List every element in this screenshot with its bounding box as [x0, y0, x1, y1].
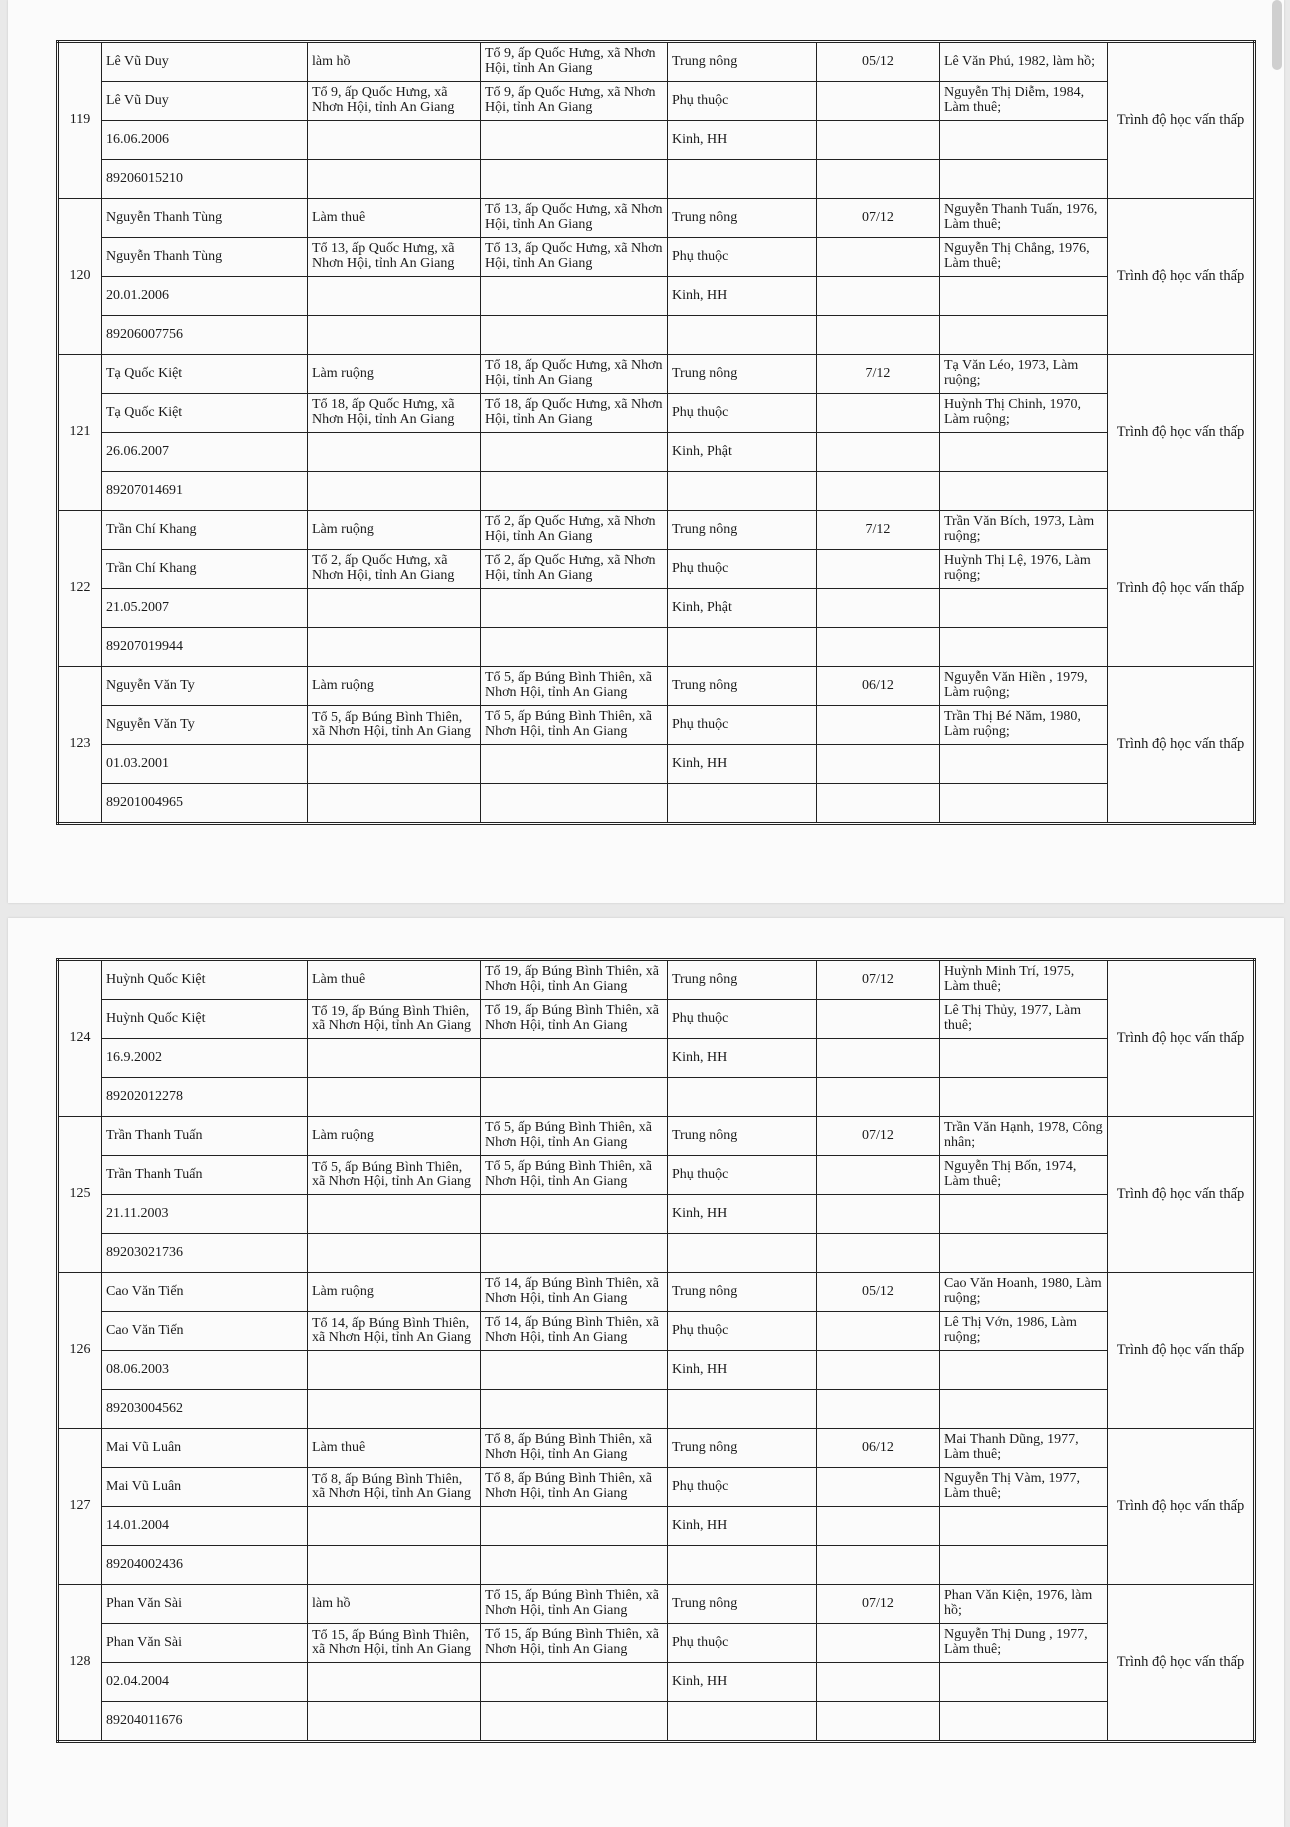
document-page-1 [8, 0, 1284, 903]
record-number: 123 [58, 667, 102, 824]
remark: Trình độ học vấn thấp [1108, 42, 1255, 199]
father-info: Nguyễn Thanh Tuấn, 1976, Làm thuê; [940, 199, 1108, 238]
scrollbar-thumb[interactable] [1272, 0, 1282, 70]
full-name: Mai Vũ Luân [102, 1429, 308, 1468]
table-row [58, 1156, 1255, 1195]
date-of-birth: 21.05.2007 [102, 589, 308, 628]
residence: Tổ 8, ấp Búng Bình Thiên, xã Nhơn Hội, tỉnh An Giang [308, 1468, 481, 1507]
full-name: Nguyễn Văn Ty [102, 667, 308, 706]
table-row [58, 1429, 1255, 1468]
table-row [58, 1468, 1255, 1507]
date-of-birth: 14.01.2004 [102, 1507, 308, 1546]
full-name: Tạ Quốc Kiệt [102, 355, 308, 394]
table-row [58, 1039, 1255, 1078]
current-residence: Tổ 2, ấp Quốc Hưng, xã Nhơn Hội, tỉnh An Giang [481, 550, 668, 589]
table-row [58, 1351, 1255, 1390]
family-status: Phụ thuộc [668, 1156, 817, 1195]
table-row [58, 1234, 1255, 1273]
remark: Trình độ học vấn thấp [1108, 1273, 1255, 1429]
family-status: Phụ thuộc [668, 1468, 817, 1507]
father-info: Lê Văn Phú, 1982, làm hồ; [940, 42, 1108, 82]
ethnicity-religion: Kinh, Phật [668, 433, 817, 472]
full-name: Trần Thanh Tuấn [102, 1117, 308, 1156]
ethnicity-religion: Kinh, HH [668, 1195, 817, 1234]
table-row [58, 121, 1255, 160]
hometown: Tổ 5, ấp Búng Bình Thiên, xã Nhơn Hội, tỉnh An Giang [481, 1117, 668, 1156]
ethnicity-religion: Kinh, HH [668, 277, 817, 316]
record-number: 119 [58, 42, 102, 199]
mother-info: Nguyễn Thị Bốn, 1974, Làm thuê; [940, 1156, 1108, 1195]
social-class: Trung nông [668, 1273, 817, 1312]
occupation: Làm thuê [308, 1429, 481, 1468]
mother-info: Lê Thị Vớn, 1986, Làm ruộng; [940, 1312, 1108, 1351]
record-number: 124 [58, 960, 102, 1117]
hometown: Tổ 8, ấp Búng Bình Thiên, xã Nhơn Hội, tỉnh An Giang [481, 1429, 668, 1468]
table-row [58, 1507, 1255, 1546]
occupation: Làm ruộng [308, 1273, 481, 1312]
current-residence: Tổ 15, ấp Búng Bình Thiên, xã Nhơn Hội, tỉnh An Giang [481, 1624, 668, 1663]
birth-name: Phan Văn Sài [102, 1624, 308, 1663]
record-number: 126 [58, 1273, 102, 1429]
birth-name: Trần Chí Khang [102, 550, 308, 589]
hometown: Tổ 19, ấp Búng Bình Thiên, xã Nhơn Hội, tỉnh An Giang [481, 960, 668, 1000]
current-residence: Tổ 19, ấp Búng Bình Thiên, xã Nhơn Hội, tỉnh An Giang [481, 1000, 668, 1039]
ethnicity-religion: Kinh, HH [668, 745, 817, 784]
table-row [58, 1117, 1255, 1156]
table-row [58, 706, 1255, 745]
education-level: 07/12 [817, 1585, 940, 1624]
full-name: Trần Chí Khang [102, 511, 308, 550]
mother-info: Trần Thị Bé Năm, 1980, Làm ruộng; [940, 706, 1108, 745]
education-level: 07/12 [817, 199, 940, 238]
record-number: 122 [58, 511, 102, 667]
hometown: Tổ 9, ấp Quốc Hưng, xã Nhơn Hội, tỉnh An Giang [481, 42, 668, 82]
record-number: 120 [58, 199, 102, 355]
date-of-birth: 08.06.2003 [102, 1351, 308, 1390]
mother-info: Huỳnh Thị Lệ, 1976, Làm ruộng; [940, 550, 1108, 589]
full-name: Phan Văn Sài [102, 1585, 308, 1624]
table-row [58, 745, 1255, 784]
document-page-2 [8, 918, 1284, 1827]
father-info: Trần Văn Hạnh, 1978, Công nhân; [940, 1117, 1108, 1156]
birth-name: Cao Văn Tiến [102, 1312, 308, 1351]
education-level: 05/12 [817, 42, 940, 82]
residence: Tổ 5, ấp Búng Bình Thiên, xã Nhơn Hội, tỉnh An Giang [308, 706, 481, 745]
table-row [58, 550, 1255, 589]
table-row [58, 472, 1255, 511]
table-row [58, 784, 1255, 824]
birth-name: Nguyễn Thanh Tùng [102, 238, 308, 277]
education-level: 7/12 [817, 511, 940, 550]
social-class: Trung nông [668, 42, 817, 82]
roster-table [56, 40, 1256, 825]
table-row [58, 1273, 1255, 1312]
birth-name: Huỳnh Quốc Kiệt [102, 1000, 308, 1039]
remark: Trình độ học vấn thấp [1108, 667, 1255, 824]
remark: Trình độ học vấn thấp [1108, 511, 1255, 667]
father-info: Phan Văn Kiện, 1976, làm hồ; [940, 1585, 1108, 1624]
citizen-id: 89202012278 [102, 1078, 308, 1117]
social-class: Trung nông [668, 1585, 817, 1624]
father-info: Tạ Văn Léo, 1973, Làm ruộng; [940, 355, 1108, 394]
mother-info: Nguyễn Thị Dung , 1977, Làm thuê; [940, 1624, 1108, 1663]
occupation: Làm thuê [308, 960, 481, 1000]
table-row [58, 589, 1255, 628]
table-row [58, 277, 1255, 316]
table-row [58, 628, 1255, 667]
current-residence: Tổ 5, ấp Búng Bình Thiên, xã Nhơn Hội, tỉnh An Giang [481, 706, 668, 745]
mother-info: Huỳnh Thị Chinh, 1970, Làm ruộng; [940, 394, 1108, 433]
remark: Trình độ học vấn thấp [1108, 1585, 1255, 1742]
residence: Tổ 2, ấp Quốc Hưng, xã Nhơn Hội, tỉnh An Giang [308, 550, 481, 589]
table-row [58, 42, 1255, 82]
citizen-id: 89207019944 [102, 628, 308, 667]
education-level: 7/12 [817, 355, 940, 394]
table-row [58, 667, 1255, 706]
full-name: Nguyễn Thanh Tùng [102, 199, 308, 238]
table-row [58, 355, 1255, 394]
family-status: Phụ thuộc [668, 550, 817, 589]
date-of-birth: 26.06.2007 [102, 433, 308, 472]
residence: Tổ 9, ấp Quốc Hưng, xã Nhơn Hội, tỉnh An Giang [308, 82, 481, 121]
father-info: Huỳnh Minh Trí, 1975, Làm thuê; [940, 960, 1108, 1000]
education-level: 06/12 [817, 667, 940, 706]
birth-name: Mai Vũ Luân [102, 1468, 308, 1507]
current-residence: Tổ 13, ấp Quốc Hưng, xã Nhơn Hội, tỉnh An Giang [481, 238, 668, 277]
remark: Trình độ học vấn thấp [1108, 355, 1255, 511]
table-row [58, 316, 1255, 355]
current-residence: Tổ 9, ấp Quốc Hưng, xã Nhơn Hội, tỉnh An Giang [481, 82, 668, 121]
ethnicity-religion: Kinh, HH [668, 1663, 817, 1702]
social-class: Trung nông [668, 667, 817, 706]
social-class: Trung nông [668, 355, 817, 394]
current-residence: Tổ 14, ấp Búng Bình Thiên, xã Nhơn Hội, tỉnh An Giang [481, 1312, 668, 1351]
table-row [58, 1624, 1255, 1663]
social-class: Trung nông [668, 1117, 817, 1156]
occupation: Làm thuê [308, 199, 481, 238]
family-status: Phụ thuộc [668, 706, 817, 745]
remark: Trình độ học vấn thấp [1108, 1429, 1255, 1585]
roster-table [56, 958, 1256, 1743]
family-status: Phụ thuộc [668, 394, 817, 433]
education-level: 05/12 [817, 1273, 940, 1312]
table-row [58, 1702, 1255, 1742]
record-number: 128 [58, 1585, 102, 1742]
occupation: Làm ruộng [308, 511, 481, 550]
social-class: Trung nông [668, 1429, 817, 1468]
citizen-id: 89201004965 [102, 784, 308, 824]
father-info: Cao Văn Hoanh, 1980, Làm ruộng; [940, 1273, 1108, 1312]
education-level: 06/12 [817, 1429, 940, 1468]
hometown: Tổ 18, ấp Quốc Hưng, xã Nhơn Hội, tỉnh An Giang [481, 355, 668, 394]
birth-name: Tạ Quốc Kiệt [102, 394, 308, 433]
occupation: Làm ruộng [308, 1117, 481, 1156]
hometown: Tổ 15, ấp Búng Bình Thiên, xã Nhơn Hội, tỉnh An Giang [481, 1585, 668, 1624]
residence: Tổ 15, ấp Búng Bình Thiên, xã Nhơn Hội, tỉnh An Giang [308, 1624, 481, 1663]
table-row [58, 82, 1255, 121]
date-of-birth: 16.06.2006 [102, 121, 308, 160]
education-level: 07/12 [817, 1117, 940, 1156]
current-residence: Tổ 8, ấp Búng Bình Thiên, xã Nhơn Hội, tỉnh An Giang [481, 1468, 668, 1507]
ethnicity-religion: Kinh, HH [668, 1507, 817, 1546]
citizen-id: 89207014691 [102, 472, 308, 511]
family-status: Phụ thuộc [668, 1624, 817, 1663]
family-status: Phụ thuộc [668, 238, 817, 277]
occupation: Làm ruộng [308, 355, 481, 394]
hometown: Tổ 14, ấp Búng Bình Thiên, xã Nhơn Hội, tỉnh An Giang [481, 1273, 668, 1312]
citizen-id: 89206015210 [102, 160, 308, 199]
full-name: Cao Văn Tiến [102, 1273, 308, 1312]
ethnicity-religion: Kinh, HH [668, 121, 817, 160]
residence: Tổ 5, ấp Búng Bình Thiên, xã Nhơn Hội, tỉnh An Giang [308, 1156, 481, 1195]
birth-name: Nguyễn Văn Ty [102, 706, 308, 745]
table-row [58, 1390, 1255, 1429]
table-row [58, 433, 1255, 472]
table-row [58, 1585, 1255, 1624]
family-status: Phụ thuộc [668, 1000, 817, 1039]
date-of-birth: 02.04.2004 [102, 1663, 308, 1702]
social-class: Trung nông [668, 199, 817, 238]
ethnicity-religion: Kinh, Phật [668, 589, 817, 628]
residence: Tổ 13, ấp Quốc Hưng, xã Nhơn Hội, tỉnh An Giang [308, 238, 481, 277]
hometown: Tổ 13, ấp Quốc Hưng, xã Nhơn Hội, tỉnh An Giang [481, 199, 668, 238]
remark: Trình độ học vấn thấp [1108, 960, 1255, 1117]
mother-info: Lê Thị Thủy, 1977, Làm thuê; [940, 1000, 1108, 1039]
table-row [58, 1195, 1255, 1234]
table-row [58, 238, 1255, 277]
hometown: Tổ 2, ấp Quốc Hưng, xã Nhơn Hội, tỉnh An Giang [481, 511, 668, 550]
table-row [58, 1000, 1255, 1039]
table-row [58, 1663, 1255, 1702]
mother-info: Nguyễn Thị Vàm, 1977, Làm thuê; [940, 1468, 1108, 1507]
mother-info: Nguyễn Thị Chẳng, 1976, Làm thuê; [940, 238, 1108, 277]
father-info: Nguyễn Văn Hiền , 1979, Làm ruộng; [940, 667, 1108, 706]
table-row [58, 394, 1255, 433]
occupation: Làm ruộng [308, 667, 481, 706]
record-number: 125 [58, 1117, 102, 1273]
mother-info: Nguyễn Thị Diễm, 1984, Làm thuê; [940, 82, 1108, 121]
ethnicity-religion: Kinh, HH [668, 1039, 817, 1078]
family-status: Phụ thuộc [668, 82, 817, 121]
date-of-birth: 20.01.2006 [102, 277, 308, 316]
father-info: Trần Văn Bích, 1973, Làm ruộng; [940, 511, 1108, 550]
record-number: 127 [58, 1429, 102, 1585]
social-class: Trung nông [668, 511, 817, 550]
family-status: Phụ thuộc [668, 1312, 817, 1351]
record-number: 121 [58, 355, 102, 511]
table-row [58, 1546, 1255, 1585]
social-class: Trung nông [668, 960, 817, 1000]
citizen-id: 89206007756 [102, 316, 308, 355]
ethnicity-religion: Kinh, HH [668, 1351, 817, 1390]
current-residence: Tổ 5, ấp Búng Bình Thiên, xã Nhơn Hội, tỉnh An Giang [481, 1156, 668, 1195]
full-name: Huỳnh Quốc Kiệt [102, 960, 308, 1000]
table-row [58, 199, 1255, 238]
citizen-id: 89203004562 [102, 1390, 308, 1429]
birth-name: Lê Vũ Duy [102, 82, 308, 121]
table-row [58, 1078, 1255, 1117]
table-row [58, 960, 1255, 1000]
citizen-id: 89204011676 [102, 1702, 308, 1742]
date-of-birth: 01.03.2001 [102, 745, 308, 784]
education-level: 07/12 [817, 960, 940, 1000]
table-row [58, 1312, 1255, 1351]
remark: Trình độ học vấn thấp [1108, 1117, 1255, 1273]
current-residence: Tổ 18, ấp Quốc Hưng, xã Nhơn Hội, tỉnh An Giang [481, 394, 668, 433]
residence: Tổ 18, ấp Quốc Hưng, xã Nhơn Hội, tỉnh An Giang [308, 394, 481, 433]
remark: Trình độ học vấn thấp [1108, 199, 1255, 355]
table-row [58, 511, 1255, 550]
residence: Tổ 19, ấp Búng Bình Thiên, xã Nhơn Hội, tỉnh An Giang [308, 1000, 481, 1039]
table-row [58, 160, 1255, 199]
residence: Tổ 14, ấp Búng Bình Thiên, xã Nhơn Hội, tỉnh An Giang [308, 1312, 481, 1351]
birth-name: Trần Thanh Tuấn [102, 1156, 308, 1195]
full-name: Lê Vũ Duy [102, 42, 308, 82]
date-of-birth: 21.11.2003 [102, 1195, 308, 1234]
citizen-id: 89203021736 [102, 1234, 308, 1273]
occupation: làm hồ [308, 1585, 481, 1624]
hometown: Tổ 5, ấp Búng Bình Thiên, xã Nhơn Hội, tỉnh An Giang [481, 667, 668, 706]
occupation: làm hồ [308, 42, 481, 82]
father-info: Mai Thanh Dũng, 1977, Làm thuê; [940, 1429, 1108, 1468]
date-of-birth: 16.9.2002 [102, 1039, 308, 1078]
citizen-id: 89204002436 [102, 1546, 308, 1585]
